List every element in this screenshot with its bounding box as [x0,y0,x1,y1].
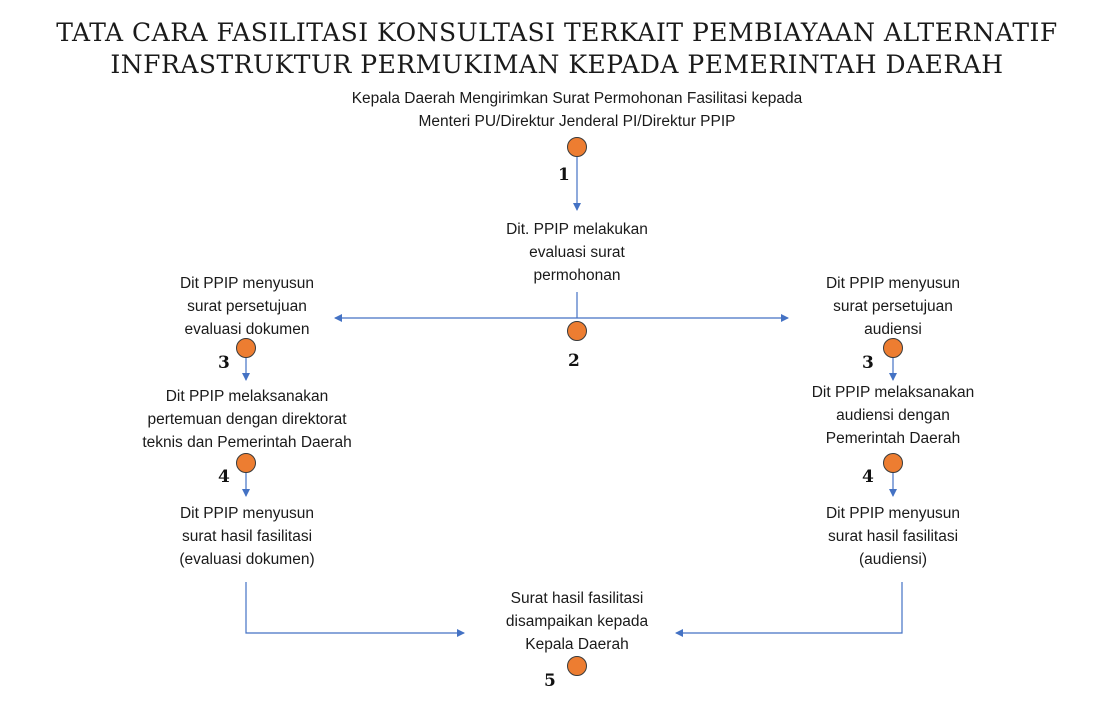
right-number-4: 4 [862,467,874,487]
title-line-1: TATA CARA FASILITASI KONSULTASI TERKAIT PEMBIAYAAN ALTERNATIF [56,18,1058,47]
final-step-line-2: disampaikan kepada [505,613,649,630]
left-number-3: 3 [218,353,230,373]
right-result-line-1: Dit PPIP menyusun [825,505,961,522]
left-approval-text [127,272,367,341]
left-result-line-1: Dit PPIP menyusun [179,505,315,522]
right-meeting-line-3: Pemerintah Daerah [825,430,961,447]
right-meeting-text [773,381,1013,450]
left-result-line-2: surat hasil fasilitasi [181,528,313,545]
step-number-2: 2 [568,351,580,371]
step-number-5: 5 [544,671,556,691]
step-start-line-2: Menteri PU/Direktur Jenderal PI/Direktur PPIP [418,113,736,130]
node-right-3 [884,339,903,358]
node-5 [568,657,587,676]
step-number-1: 1 [558,165,570,185]
node-left-4 [237,454,256,473]
title-line-2: INFRASTRUKTUR PERMUKIMAN KEPADA PEMERINTAH DAERAH [110,50,1004,79]
right-approval-line-1: Dit PPIP menyusun [825,275,961,292]
left-approval-line-3: evaluasi dokumen [184,321,310,338]
right-result-line-3: (audiensi) [858,551,928,568]
node-1 [568,138,587,157]
right-meeting-line-1: Dit PPIP melaksanakan [811,384,975,401]
node-left-3 [237,339,256,358]
final-step-text [457,587,697,656]
right-approval-line-2: surat persetujuan [833,298,953,315]
step-evaluation-text [457,218,697,287]
right-result-text [773,502,1013,571]
right-number-3: 3 [862,353,874,373]
arrow-right-result-to-final [676,582,902,633]
left-meeting-line-1: Dit PPIP melaksanakan [165,388,329,405]
node-right-4 [884,454,903,473]
arrow-left-result-to-final [246,582,464,633]
left-result-text [127,502,367,571]
step-start-text [257,87,897,133]
node-2 [568,322,587,341]
left-approval-line-2: surat persetujuan [187,298,307,315]
final-step-line-3: Kepala Daerah [525,636,629,653]
step-evaluation-line-1: Dit. PPIP melakukan [506,221,648,238]
left-meeting-line-3: teknis dan Pemerintah Daerah [142,434,352,451]
final-step-line-1: Surat hasil fasilitasi [510,590,644,607]
left-result-line-3: (evaluasi dokumen) [179,551,315,568]
step-start-line-1: Kepala Daerah Mengirimkan Surat Permohonan Fasilitasi kepada [351,90,803,107]
left-meeting-text [117,385,377,454]
left-approval-line-1: Dit PPIP menyusun [179,275,315,292]
step-evaluation-line-2: evaluasi surat [529,244,625,261]
right-approval-line-3: audiensi [864,321,922,338]
left-meeting-line-2: pertemuan dengan direktorat [147,411,347,428]
step-evaluation-line-3: permohonan [533,267,621,284]
right-result-line-2: surat hasil fasilitasi [827,528,959,545]
left-number-4: 4 [218,467,230,487]
right-meeting-line-2: audiensi dengan [836,407,950,424]
right-approval-text [773,272,1013,341]
